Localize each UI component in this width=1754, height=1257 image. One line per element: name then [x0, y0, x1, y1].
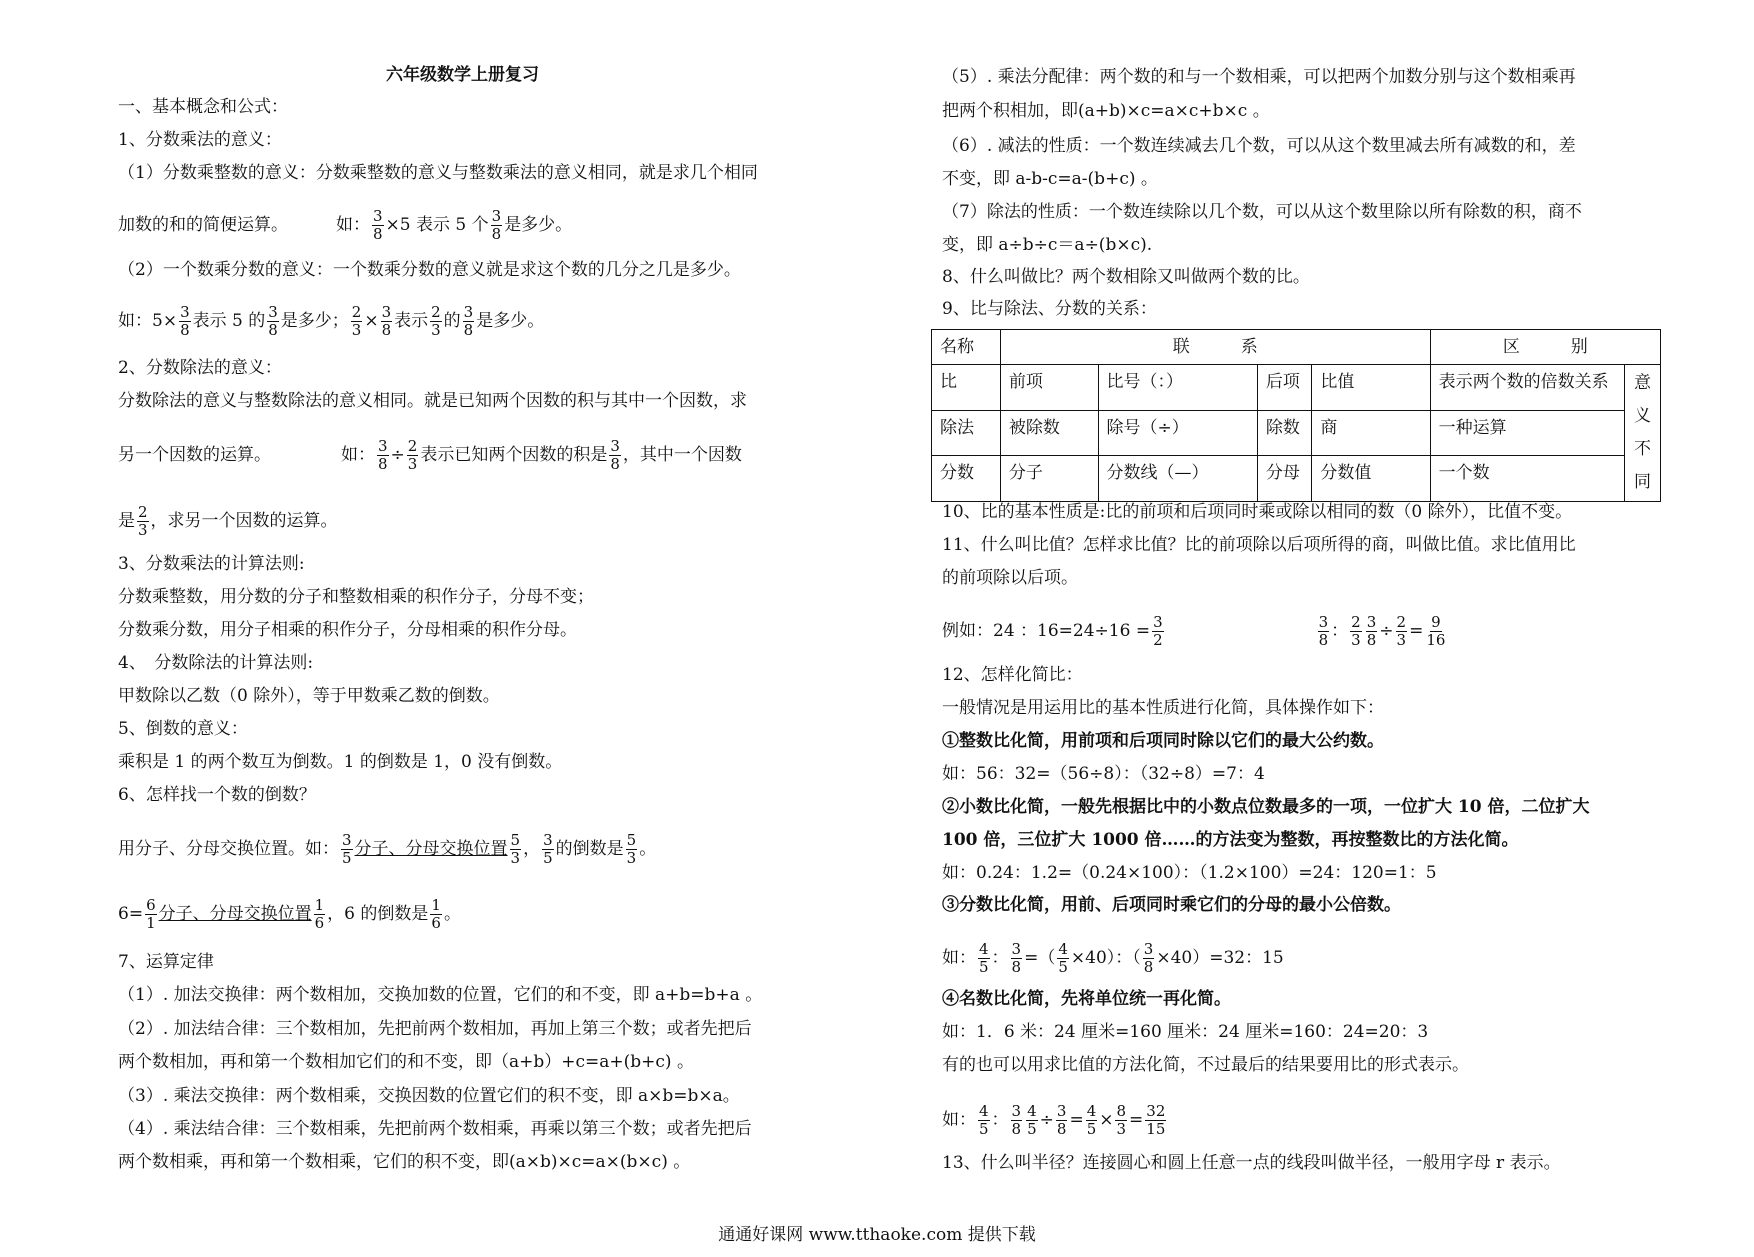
- text-line: 100 倍，三位扩大 1000 倍……的方法变为整数，再按整数比的方法化简。: [942, 830, 1519, 850]
- text-line: 3、分数乘法的计算法则:: [118, 554, 305, 574]
- fraction: $\frac{2}{3}$: [407, 437, 418, 473]
- table-cell: 意义不同: [1624, 365, 1660, 502]
- text-line: 是 $\frac{2}{3}$ ，求另一个因数的运算。: [118, 503, 338, 539]
- text-line: （7）除法的性质：一个数连续除以几个数，可以从这个数里除以所有除数的积，商不: [942, 202, 1582, 222]
- text-line: 6、怎样找一个数的倒数？: [118, 785, 316, 805]
- fraction: $\frac{3}{8}$: [491, 207, 502, 243]
- text-line: 如： $\frac{4}{5}$ ： $\frac{3}{8}$ $\frac{4}{5}$ ÷ $\frac{3}{8}$ = $\frac{4}{5}$ × $\frac{8}{3}$ = $\frac{32}{15}$: [942, 1102, 1166, 1138]
- table-cell: 表示两个数的倍数关系: [1430, 365, 1624, 411]
- table-cell: 除数: [1257, 410, 1311, 456]
- text-line: 的前项除以后项。: [942, 568, 1078, 588]
- text-line: 分数乘整数，用分数的分子和整数相乘的积作分子，分母不变；: [118, 587, 594, 607]
- text-line: 如：1．6 米：24 厘米=160 厘米：24 厘米=160：24=20：3: [942, 1022, 1429, 1042]
- text-line: 13、什么叫半径？连接圆心和圆上任意一点的线段叫做半径，一般用字母 r 表示。: [942, 1153, 1561, 1173]
- fraction: $\frac{3}{8}$: [1318, 613, 1329, 649]
- text-line: ①整数比化简，用前项和后项同时除以它们的最大公约数。: [942, 731, 1384, 751]
- relation-table: [931, 329, 1661, 502]
- table-cell: 比号（：）: [1098, 365, 1257, 411]
- fraction: $\frac{3}{8}$: [1056, 1102, 1067, 1138]
- text-line: 两个数相加，再和第一个数相加它们的和不变，即（a+b）+c=a+(b+c) 。: [118, 1052, 694, 1072]
- text-line: 另一个因数的运算。 如： $\frac{3}{8}$ ÷ $\frac{2}{3}$ 表示已知两个因数的积是 $\frac{3}{8}$ ，其中一个因数: [118, 437, 742, 473]
- fraction: $\frac{3}{5}$: [543, 831, 553, 867]
- text-line: 不变，即 a-b-c=a-(b+c) 。: [942, 169, 1158, 189]
- text-line: （5）. 乘法分配律：两个数的和与一个数相乘，可以把两个加数分别与这个数相乘再: [942, 67, 1576, 87]
- text-line: ④名数比化简，先将单位统一再化简。: [942, 989, 1231, 1009]
- fraction: $\frac{6}{1}$: [146, 896, 156, 932]
- text-line: 甲数除以乙数（0 除外），等于甲数乘乙数的倒数。: [118, 686, 500, 706]
- fraction: $\frac{1}{6}$: [431, 896, 441, 932]
- table-cell: 名称: [932, 330, 1001, 365]
- text: 是多少。: [504, 215, 573, 235]
- fraction: $\frac{3}{8}$: [381, 303, 392, 339]
- text-line: 把两个积相加，即(a+b)×c=a×c+b×c 。: [942, 101, 1270, 121]
- text-line: （2）. 加法结合律：三个数相加，先把前两个数相加，再加上第三个数；或者先把后: [118, 1019, 752, 1039]
- fraction: $\frac{3}{8}$: [1011, 1102, 1022, 1138]
- table-row: [932, 456, 1661, 502]
- fraction: $\frac{2}{3}$: [138, 503, 148, 539]
- table-cell: 比: [932, 365, 1001, 411]
- text-line: 如：0.24：1.2=（0.24×100）：（1.2×100）=24：120=1：5: [942, 863, 1437, 883]
- text-line: 如：5× $\frac{3}{8}$ 表示 5 的 $\frac{3}{8}$ 是多少； $\frac{2}{3}$ × $\frac{3}{8}$ 表示 $\frac{2}{3}$ 的 $\frac{3}{8}$ 是多少。: [118, 303, 545, 339]
- text-line: 分数除法的意义与整数除法的意义相同。就是已知两个因数的积与其中一个因数，求: [118, 391, 747, 411]
- fraction: $\frac{3}{8}$: [463, 303, 474, 339]
- table-cell: 前项: [1000, 365, 1098, 411]
- text-line: （1）. 加法交换律：两个数相加，交换加数的位置，它们的和不变，即 a+b=b+a 。: [118, 985, 763, 1005]
- fraction: $\frac{2}{3}$: [1396, 613, 1407, 649]
- text-line: （3）. 乘法交换律：两个数相乘，交换因数的位置它们的积不变，即 a×b=b×a。: [118, 1086, 740, 1106]
- fraction: $\frac{3}{8}$: [180, 303, 190, 339]
- fraction: $\frac{3}{8}$: [1366, 613, 1377, 649]
- text-line: 乘积是 1 的两个数互为倒数。1 的倒数是 1，0 没有倒数。: [118, 752, 563, 772]
- text-line: 如：56：32=（56÷8）：（32÷8）=7：4: [942, 764, 1265, 784]
- text-line: 如： $\frac{4}{5}$ ： $\frac{3}{8}$ =（ $\frac{4}{5}$ ×40）：（ $\frac{3}{8}$ ×40）=32：15: [942, 940, 1284, 976]
- text-line: 11、什么叫比值？怎样求比值？比的前项除以后项所得的商，叫做比值。求比值用比: [942, 535, 1576, 555]
- text-line: 5、倒数的意义：: [118, 719, 248, 739]
- fraction: $\frac{4}{5}$: [1086, 1102, 1097, 1138]
- text-line: 例如：24 ：16=24÷16 = $\frac{3}{2}$ $\frac{3}{8}$ ： $\frac{2}{3}$ $\frac{3}{8}$ ÷ $\frac{2}{3}$ = $\frac{9}{16}$: [942, 613, 1446, 649]
- fraction: $\frac{3}{5}$: [342, 831, 352, 867]
- table-cell: 被除数: [1000, 410, 1098, 456]
- text: 如：: [336, 215, 370, 235]
- text-line: 1、分数乘法的意义：: [118, 130, 282, 150]
- fraction: $\frac{3}{8}$: [1011, 940, 1022, 976]
- text-line: 有的也可以用求比值的方法化简，不过最后的结果要用比的形式表示。: [942, 1055, 1469, 1075]
- fraction: $\frac{3}{2}$: [1153, 613, 1163, 649]
- fraction: $\frac{2}{3}$: [351, 303, 362, 339]
- text-line: 分数乘分数，用分子相乘的积作分子，分母相乘的积作分母。: [118, 620, 577, 640]
- fraction: $\frac{32}{15}$: [1146, 1102, 1166, 1138]
- fraction: $\frac{9}{16}$: [1426, 613, 1446, 649]
- fraction: $\frac{3}{8}$: [610, 437, 620, 473]
- text-line: 4、 分数除法的计算法则:: [118, 653, 314, 673]
- text-line: （6）. 减法的性质：一个数连续减去几个数，可以从这个数里减去所有减数的和，差: [942, 136, 1576, 156]
- text-line: ②小数比化简，一般先根据比中的小数点位数最多的一项，一位扩大 10 倍，二位扩大: [942, 797, 1590, 817]
- fraction: $\frac{4}{5}$: [1058, 940, 1068, 976]
- footer-text: 通通好课网 www.tthaoke.com 提供下载: [718, 1225, 1036, 1245]
- fraction: $\frac{5}{3}$: [510, 831, 521, 867]
- fraction: $\frac{3}{8}$: [268, 303, 278, 339]
- text-line: （4）. 乘法结合律：三个数相乘，先把前两个数相乘，再乘以第三个数；或者先把后: [118, 1119, 752, 1139]
- table-row: [932, 330, 1661, 365]
- table-cell: 一种运算: [1430, 410, 1624, 456]
- fraction: $\frac{2}{3}$: [1351, 613, 1361, 649]
- text-line: [118, 208, 572, 243]
- table-cell: 联 系: [1000, 330, 1430, 365]
- table-row: [932, 410, 1661, 456]
- table-cell: 分数值: [1312, 456, 1430, 502]
- text-line: 一般情况是用运用比的基本性质进行化简，具体操作如下：: [942, 698, 1384, 718]
- text-line: 用分子、分母交换位置。如： $\frac{3}{5}$ 分子、分母交换位置 $\frac{5}{3}$ ， $\frac{3}{5}$ 的倒数是 $\frac{5}{3}$ 。: [118, 831, 657, 867]
- table-row: [932, 365, 1661, 411]
- fraction: $\frac{2}{3}$: [431, 303, 441, 339]
- fraction: $\frac{1}{6}$: [314, 896, 325, 932]
- page-title: 六年级数学上册复习: [386, 65, 539, 85]
- table-cell: 分母: [1257, 456, 1311, 502]
- table-cell: 分数: [932, 456, 1001, 502]
- fraction: $\frac{4}{5}$: [979, 1102, 989, 1138]
- fraction: $\frac{8}{3}$: [1116, 1102, 1127, 1138]
- text-line: 2、分数除法的意义：: [118, 358, 282, 378]
- text-line: 变，即 a÷b÷c＝a÷(b×c).: [942, 235, 1153, 255]
- fraction: $\frac{3}{8}$: [378, 437, 388, 473]
- text-line: 9、比与除法、分数的关系：: [942, 299, 1157, 319]
- text-line: 两个数相乘，再和第一个数相乘，它们的积不变，即(a×b)×c=a×(b×c) 。: [118, 1152, 691, 1172]
- fraction: $\frac{5}{3}$: [626, 831, 637, 867]
- text-line: 10、比的基本性质是:比的前项和后项同时乘或除以相同的数（0 除外），比值不变。: [942, 502, 1573, 522]
- table-cell: 比值: [1312, 365, 1430, 411]
- table-cell: 除号（÷）: [1098, 410, 1257, 456]
- fraction: $\frac{4}{5}$: [979, 940, 989, 976]
- text: ×5 表示 5 个: [385, 215, 489, 235]
- text-line: 一、基本概念和公式：: [118, 97, 288, 117]
- text-line: 8、什么叫做比？两个数相除又叫做两个数的比。: [942, 267, 1310, 287]
- table-cell: 商: [1312, 410, 1430, 456]
- fraction: $\frac{4}{5}$: [1027, 1102, 1037, 1138]
- text-line: （1）分数乘整数的意义：分数乘整数的意义与整数乘法的意义相同，就是求几个相同: [118, 163, 758, 183]
- table-cell: 分数线（—）: [1098, 456, 1257, 502]
- text-line: （2）一个数乘分数的意义：一个数乘分数的意义就是求这个数的几分之几是多少。: [118, 260, 741, 280]
- table-cell: 后项: [1257, 365, 1311, 411]
- footer: [0, 1225, 1754, 1257]
- text-line: 7、运算定律: [118, 952, 214, 972]
- table-cell: 分子: [1000, 456, 1098, 502]
- text-line: 12、怎样化简比：: [942, 665, 1083, 685]
- fraction: $\frac{3}{8}$: [1143, 940, 1154, 976]
- text-line: ③分数比化简，用前、后项同时乘它们的分母的最小公倍数。: [942, 895, 1401, 915]
- text-line: 6= $\frac{6}{1}$ 分子、分母交换位置 $\frac{1}{6}$ ，6 的倒数是 $\frac{1}{6}$ 。: [118, 896, 461, 932]
- table-cell: 除法: [932, 410, 1001, 456]
- table-cell: 一个数: [1430, 456, 1624, 502]
- table-cell: 区 别: [1430, 330, 1660, 365]
- text: 加数的和的简便运算。: [118, 215, 288, 235]
- fraction: $\frac{3}{8}$: [373, 207, 383, 243]
